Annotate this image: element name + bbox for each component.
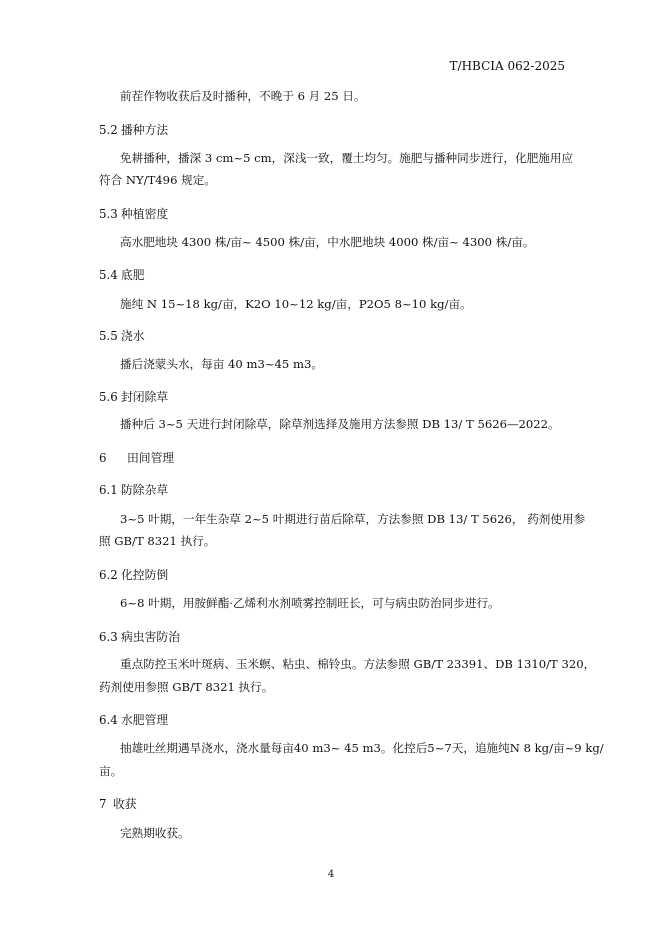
paragraph-line: 6~8 叶期，用胺鲜酯·乙烯利水剂喷雾控制旺长，可与病虫防治同步进行。 <box>120 596 500 610</box>
section-number: 5.2 <box>99 123 118 137</box>
section-title: 防除杂草 <box>121 483 169 497</box>
section-title: 化控防倒 <box>121 568 169 582</box>
section-title: 田间管理 <box>127 451 175 465</box>
section-heading-6-4 <box>99 711 168 728</box>
paragraph-line: 抽雄吐丝期遇旱浇水，浇水量每亩40 m3~ 45 m3。化控后5~7天，追施纯N 8 kg/亩~9 kg/ <box>120 741 604 755</box>
section-heading-6 <box>99 449 174 466</box>
section-number: 6.4 <box>99 713 118 727</box>
section-heading-5-3 <box>99 205 168 222</box>
paragraph-line: 免耕播种，播深 3 cm~5 cm，深浅一致，覆土均匀。施肥与播种同步进行，化肥施用应 <box>120 151 574 165</box>
section-heading-5-5 <box>99 327 145 344</box>
section-heading-6-1 <box>99 481 168 498</box>
section-title: 水肥管理 <box>121 713 169 727</box>
paragraph-line: 亩。 <box>99 764 123 778</box>
section-title: 播种方法 <box>121 123 169 137</box>
section-number: 6.3 <box>99 630 118 644</box>
section-number: 5.6 <box>99 390 118 404</box>
paragraph-line: 高水肥地块 4300 株/亩~ 4500 株/亩，中水肥地块 4000 株/亩~ 4300 株/亩。 <box>120 235 535 249</box>
section-title: 病虫害防治 <box>121 630 180 644</box>
section-number: 6.1 <box>99 483 118 497</box>
section-number: 5.3 <box>99 207 118 221</box>
section-heading-6-2 <box>99 566 168 583</box>
paragraph-line: 重点防控玉米叶斑病、玉米螟、粘虫、棉铃虫。方法参照 GB/T 23391、DB 1310/T 320， <box>120 657 596 671</box>
paragraph-line: 3~5 叶期，一年生杂草 2~5 叶期进行苗后除草，方法参照 DB 13/ T 5626， 药剂使用参 <box>120 512 586 526</box>
section-heading-5-4 <box>99 266 145 283</box>
section-heading-7 <box>99 795 137 812</box>
section-title: 封闭除草 <box>121 390 169 404</box>
section-title: 底肥 <box>121 268 145 282</box>
section-number: 5.5 <box>99 329 118 343</box>
page-number: 4 <box>327 869 335 880</box>
paragraph-line: 完熟期收获。 <box>120 826 190 840</box>
paragraph-line: 符合 NY/T496 规定。 <box>99 173 216 187</box>
section-title: 种植密度 <box>121 207 169 221</box>
section-heading-5-6 <box>99 388 168 405</box>
paragraph-line: 施纯 N 15~18 kg/亩，K2O 10~12 kg/亩，P2O5 8~10 kg/亩。 <box>120 297 472 311</box>
section-number: 7 <box>99 797 107 811</box>
paragraph-line: 播后浇蒙头水，每亩 40 m3~45 m3。 <box>120 357 323 371</box>
section-number: 5.4 <box>99 268 118 282</box>
paragraph-line: 药剂使用参照 GB/T 8321 执行。 <box>99 680 274 694</box>
section-heading-6-3 <box>99 628 180 645</box>
section-number: 6.2 <box>99 568 118 582</box>
paragraph-sowing-time: 前茬作物收获后及时播种，不晚于 6 月 25 日。 <box>120 89 366 103</box>
section-number: 6 <box>99 451 107 465</box>
paragraph-line: 播种后 3~5 天进行封闭除草，除草剂选择及施用方法参照 DB 13/ T 5626—2022。 <box>120 417 560 431</box>
paragraph-line: 照 GB/T 8321 执行。 <box>99 534 216 548</box>
standard-code: T/HBCIA 062-2025 <box>449 59 565 73</box>
section-title: 浇水 <box>121 329 145 343</box>
section-heading-5-2 <box>99 121 168 138</box>
section-title: 收获 <box>113 797 137 811</box>
